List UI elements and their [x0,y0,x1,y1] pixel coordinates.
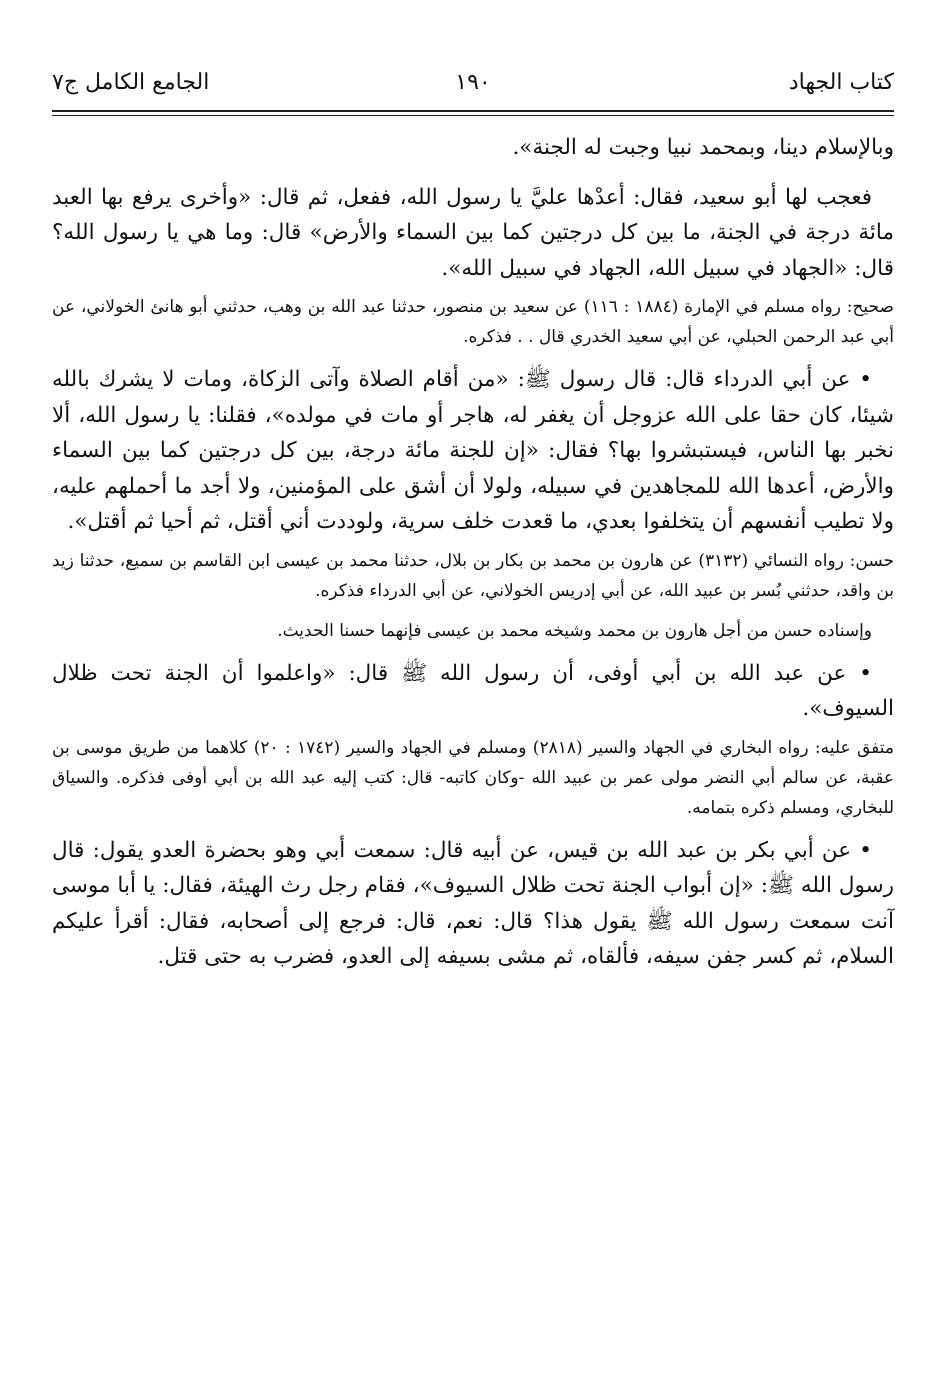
note-grading: متفق عليه: رواه البخاري في الجهاد والسير (٢٨١٨) ومسلم في الجهاد والسير (١٧٤٢ : ٢٠) كلاهما من طريق موسى بن عقبة، عن سالم أبي النضر مولى عمر بن عبيد الله -وكان كاتبه- قال: كتب إليه عبد الله بن أبي أوفى فذكره. والسياق للبخاري، ومسلم ذكره بتمامه. [52,737,894,818]
paragraph-hadith-ibn-abi-awfa: • عن عبد الله بن أبي أوفى، أن رسول الله ﷺ قال: «واعلموا أن الجنة تحت ظلال السيوف». [52,660,894,721]
paragraph-hadith-text: فعجب لها أبو سعيد، فقال: أعدْها عليَّ يا رسول الله، ففعل، ثم قال: «وأخرى يرفع بها العبد مائة درجة في الجنة، ما بين كل درجتين كما بين السماء والأرض» قال: وما هي يا رسول الله؟ قال: «الجهاد في سبيل الله، الجهاد في سبيل الله». [52,184,894,281]
note-grading: صحيح: رواه مسلم في الإمارة (١٨٨٤ : ١١٦) عن سعيد بن منصور، حدثنا عبد الله بن وهب، حدثني أبو هانئ الخولاني، عن أبي عبد الرحمن الحبلي، عن أبي سعيد الخدري قال . . فذكره. [52,297,894,347]
note-grading: حسن: رواه النسائي (٣١٣٢) عن هارون بن محمد بن بكار بن بلال، حدثنا محمد بن عيسى ابن القاسم بن سميع، حدثنا زيد بن واقد، حدثني بُسر بن عبيد الله، عن أبي إدريس الخولاني، عن أبي الدرداء فذكره. [52,550,894,601]
book-title: كتاب الجهاد [788,70,894,95]
note-isnad: وإسناده حسن من أجل هارون بن محمد وشيخه محمد بن عيسى فإنهما حسنا الحديث. [277,620,872,641]
page-number: ١٩٠ [455,70,491,95]
page-header [52,60,894,104]
paragraph-hadith-abu-darda: • عن أبي الدرداء قال: قال رسول ﷺ: «من أقام الصلاة وآتى الزكاة، ومات لا يشرك بالله شيئا، كان حقا على الله عزوجل أن يغفر له، هاجر أو مات في مولده»، فقلنا: يا رسول الله، ألا نخبر بها الناس، فيستبشروا بها؟ فقال: «إن للجنة مائة درجة، بين كل درجتين كما بين السماء والأرض، أعدها الله للمجاهدين في سبيله، ولولا أن أشق على المؤمنين، ولا أجد ما أحملهم عليه، ولا تطيب أنفسهم أن يتخلفوا بعدي، ما قعدت خلف سرية، ولوددت أني أقتل، ثم أحيا ثم أقتل». [52,367,894,534]
header-rule [52,110,894,112]
header-rule-thin [52,115,894,116]
page [52,60,894,975]
volume-title: الجامع الكامل ج٧ [52,70,210,95]
paragraph-hadith-abu-bakr: • عن أبي بكر بن عبد الله بن قيس، عن أبيه قال: سمعت أبي وهو بحضرة العدو يقول: قال رسول الله ﷺ: «إن أبواب الجنة تحت ظلال السيوف»، فقام رجل رث الهيئة، فقال: يا أبا موسى آنت سمعت رسول الله ﷺ يقول هذا؟ قال: نعم، قال: فرجع إلى أصحابه، فقال: أقرأ عليكم السلام، ثم كسر جفن سيفه، فألقاه، ثم مشى بسيفه إلى العدو، فضرب به حتى قتل. [52,837,894,969]
paragraph-continuation: وبالإسلام دينا، وبمحمد نبيا وجبت له الجنة». [512,135,894,160]
